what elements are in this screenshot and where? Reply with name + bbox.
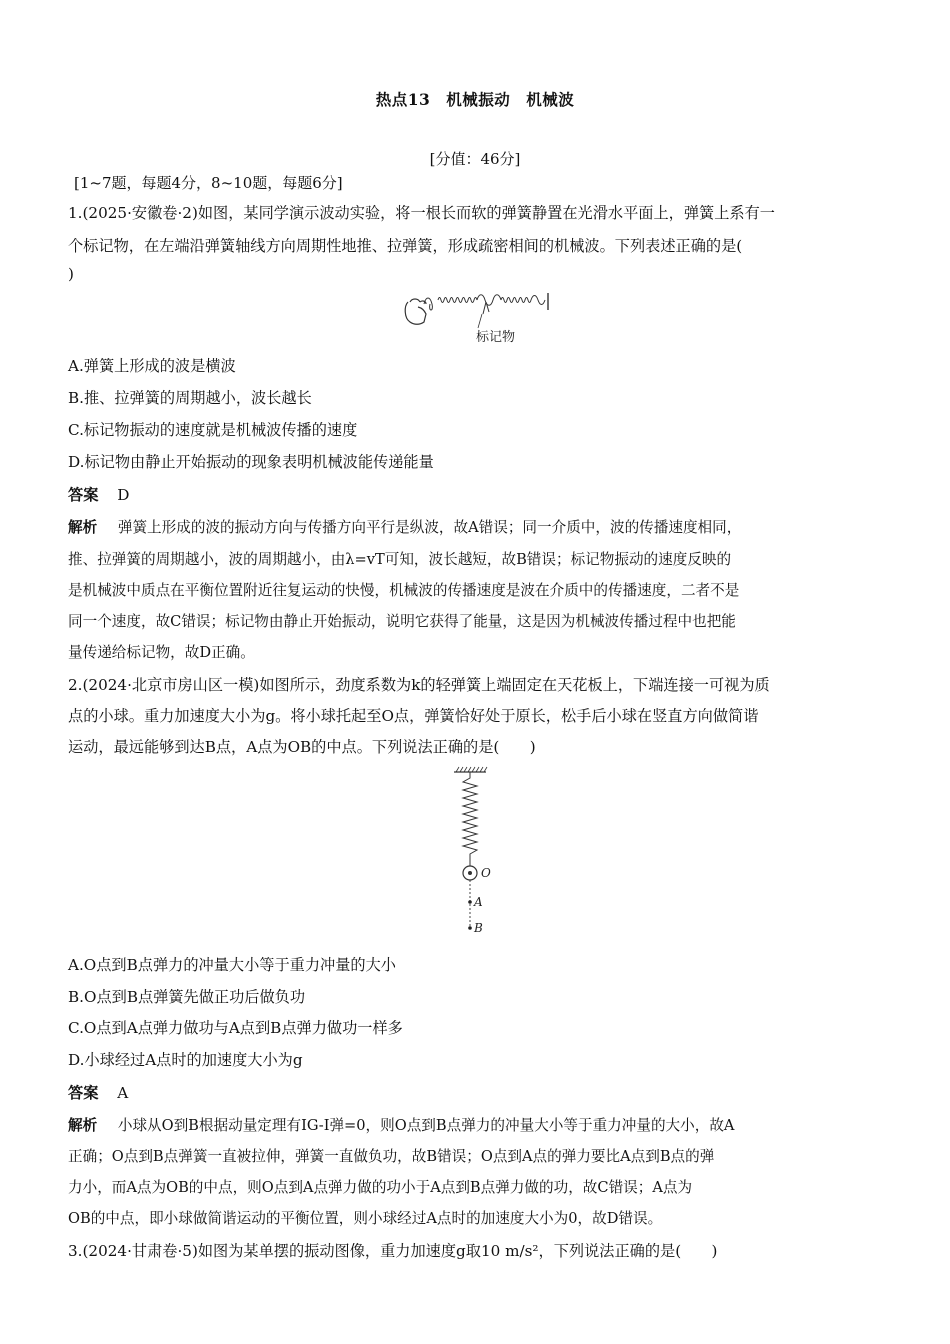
q2-stem-line-1: 2.(2024·北京市房山区一模)如图所示，劲度系数为k的轻弹簧上端固定在天花板上，下端连接一可视为质 <box>68 676 770 694</box>
vertical-spring <box>463 772 477 866</box>
q1-option-c: C.标记物振动的速度就是机械波传播的速度 <box>68 421 358 439</box>
ball-center-dot <box>468 871 472 875</box>
q2-answer-row <box>68 1082 128 1103</box>
point-a-dot <box>468 900 472 904</box>
point-b-label: B <box>474 921 483 935</box>
q1-option-d: D.标记物由静止开始振动的现象表明机械波能传递能量 <box>68 453 434 471</box>
point-a-label: A <box>474 895 483 909</box>
q1-analysis-line-4: 同一个速度，故C错误；标记物由静止开始振动，说明它获得了能量，这是因为机械波传播过程中也把能 <box>68 613 736 630</box>
marker-pointer <box>483 302 489 314</box>
vertical-spring-figure <box>446 766 506 938</box>
ceiling-hatch <box>456 767 487 772</box>
marker-label: 标记物 <box>476 330 516 345</box>
q1-stem-line-2: 个标记物，在左端沿弹簧轴线方向周期性地推、拉弹簧，形成疏密相间的机械波。下列表述正确的是( <box>68 237 743 255</box>
q1-analysis-line-3: 是机械波中质点在平衡位置附近往复运动的快慢，机械波的传播速度是波在介质中的传播速度，二者不是 <box>68 582 740 599</box>
q2-analysis-line-4: OB的中点，即小球做简谐运动的平衡位置，则小球经过A点时的加速度大小为0，故D错误。 <box>68 1210 663 1227</box>
q1-option-a: A.弹簧上形成的波是横波 <box>68 357 236 375</box>
q1-analysis-label: 解析 <box>68 519 98 536</box>
score-note: [分值：46分] <box>429 150 521 168</box>
q2-option-c: C.O点到A点弹力做功与A点到B点弹力做功一样多 <box>68 1019 403 1037</box>
q2-answer-value: A <box>117 1084 129 1102</box>
q2-analysis-line-1 <box>68 1114 876 1135</box>
q1-stem-line-3: ) <box>68 265 74 283</box>
q2-analysis-line-2: 正确；O点到B点弹簧一直被拉伸，弹簧一直做负功，故B错误；O点到A点的弹力要比A点到B点的弹 <box>68 1148 715 1165</box>
q2-analysis-line-3: 力小，而A点为OB的中点，则O点到A点弹力做的功小于A点到B点弹力做的功，故C错误；A点为 <box>68 1179 693 1196</box>
q1-option-b: B.推、拉弹簧的周期越小，波长越长 <box>68 389 312 407</box>
q3-stem-line-1: 3.(2024·甘肃卷·5)如图为某单摆的振动图像，重力加速度g取10 m/s²，下列说法正确的是( ) <box>68 1242 718 1260</box>
q2-analysis-text-1: 小球从O到B根据动量定理有IG-I弹=0，则O点到B点弹力的冲量大小等于重力冲量的大小，故A <box>117 1117 735 1134</box>
q1-answer-label: 答案 <box>68 486 99 504</box>
spring-figure <box>400 292 560 348</box>
point-o-label: O <box>481 866 491 880</box>
q1-answer-value: D <box>117 486 130 504</box>
q2-option-a: A.O点到B点弹力的冲量大小等于重力冲量的大小 <box>68 956 396 974</box>
q1-answer-row <box>68 484 129 505</box>
q1-analysis-text-1: 弹簧上形成的波的振动方向与传播方向平行是纵波，故A错误；同一介质中，波的传播速度相同， <box>117 519 742 536</box>
q2-option-b: B.O点到B点弹簧先做正功后做负功 <box>68 988 306 1006</box>
q2-answer-label: 答案 <box>68 1084 99 1102</box>
q2-stem-line-3: 运动，最远能够到达B点，A点为OB的中点。下列说法正确的是( ) <box>68 738 536 756</box>
q2-stem-line-2: 点的小球。重力加速度大小为g。将小球托起至O点，弹簧恰好处于原长，松手后小球在竖直方向做简谐 <box>68 707 759 725</box>
q1-analysis-line-2: 推、拉弹簧的周期越小，波的周期越小，由λ=vT可知，波长越短，故B错误；标记物振动的速度反映的 <box>68 551 732 568</box>
q2-option-d: D.小球经过A点时的加速度大小为g <box>68 1051 303 1069</box>
scoring-rule: [1~7题，每题4分，8~10题，每题6分] <box>74 174 343 192</box>
q1-analysis-line-1 <box>68 516 876 537</box>
point-b-dot <box>468 926 472 930</box>
hand-icon <box>405 299 426 324</box>
page-title: 热点13 机械振动 机械波 <box>375 90 575 109</box>
q1-stem-line-1: 1.(2025·安徽卷·2)如图，某同学演示波动实验，将一根长而软的弹簧静置在光滑水平面上，弹簧上系有一 <box>68 204 775 222</box>
q1-analysis-line-5: 量传递给标记物，故D正确。 <box>68 644 255 661</box>
marker-leader-line <box>478 314 482 328</box>
q2-analysis-label: 解析 <box>68 1117 98 1134</box>
